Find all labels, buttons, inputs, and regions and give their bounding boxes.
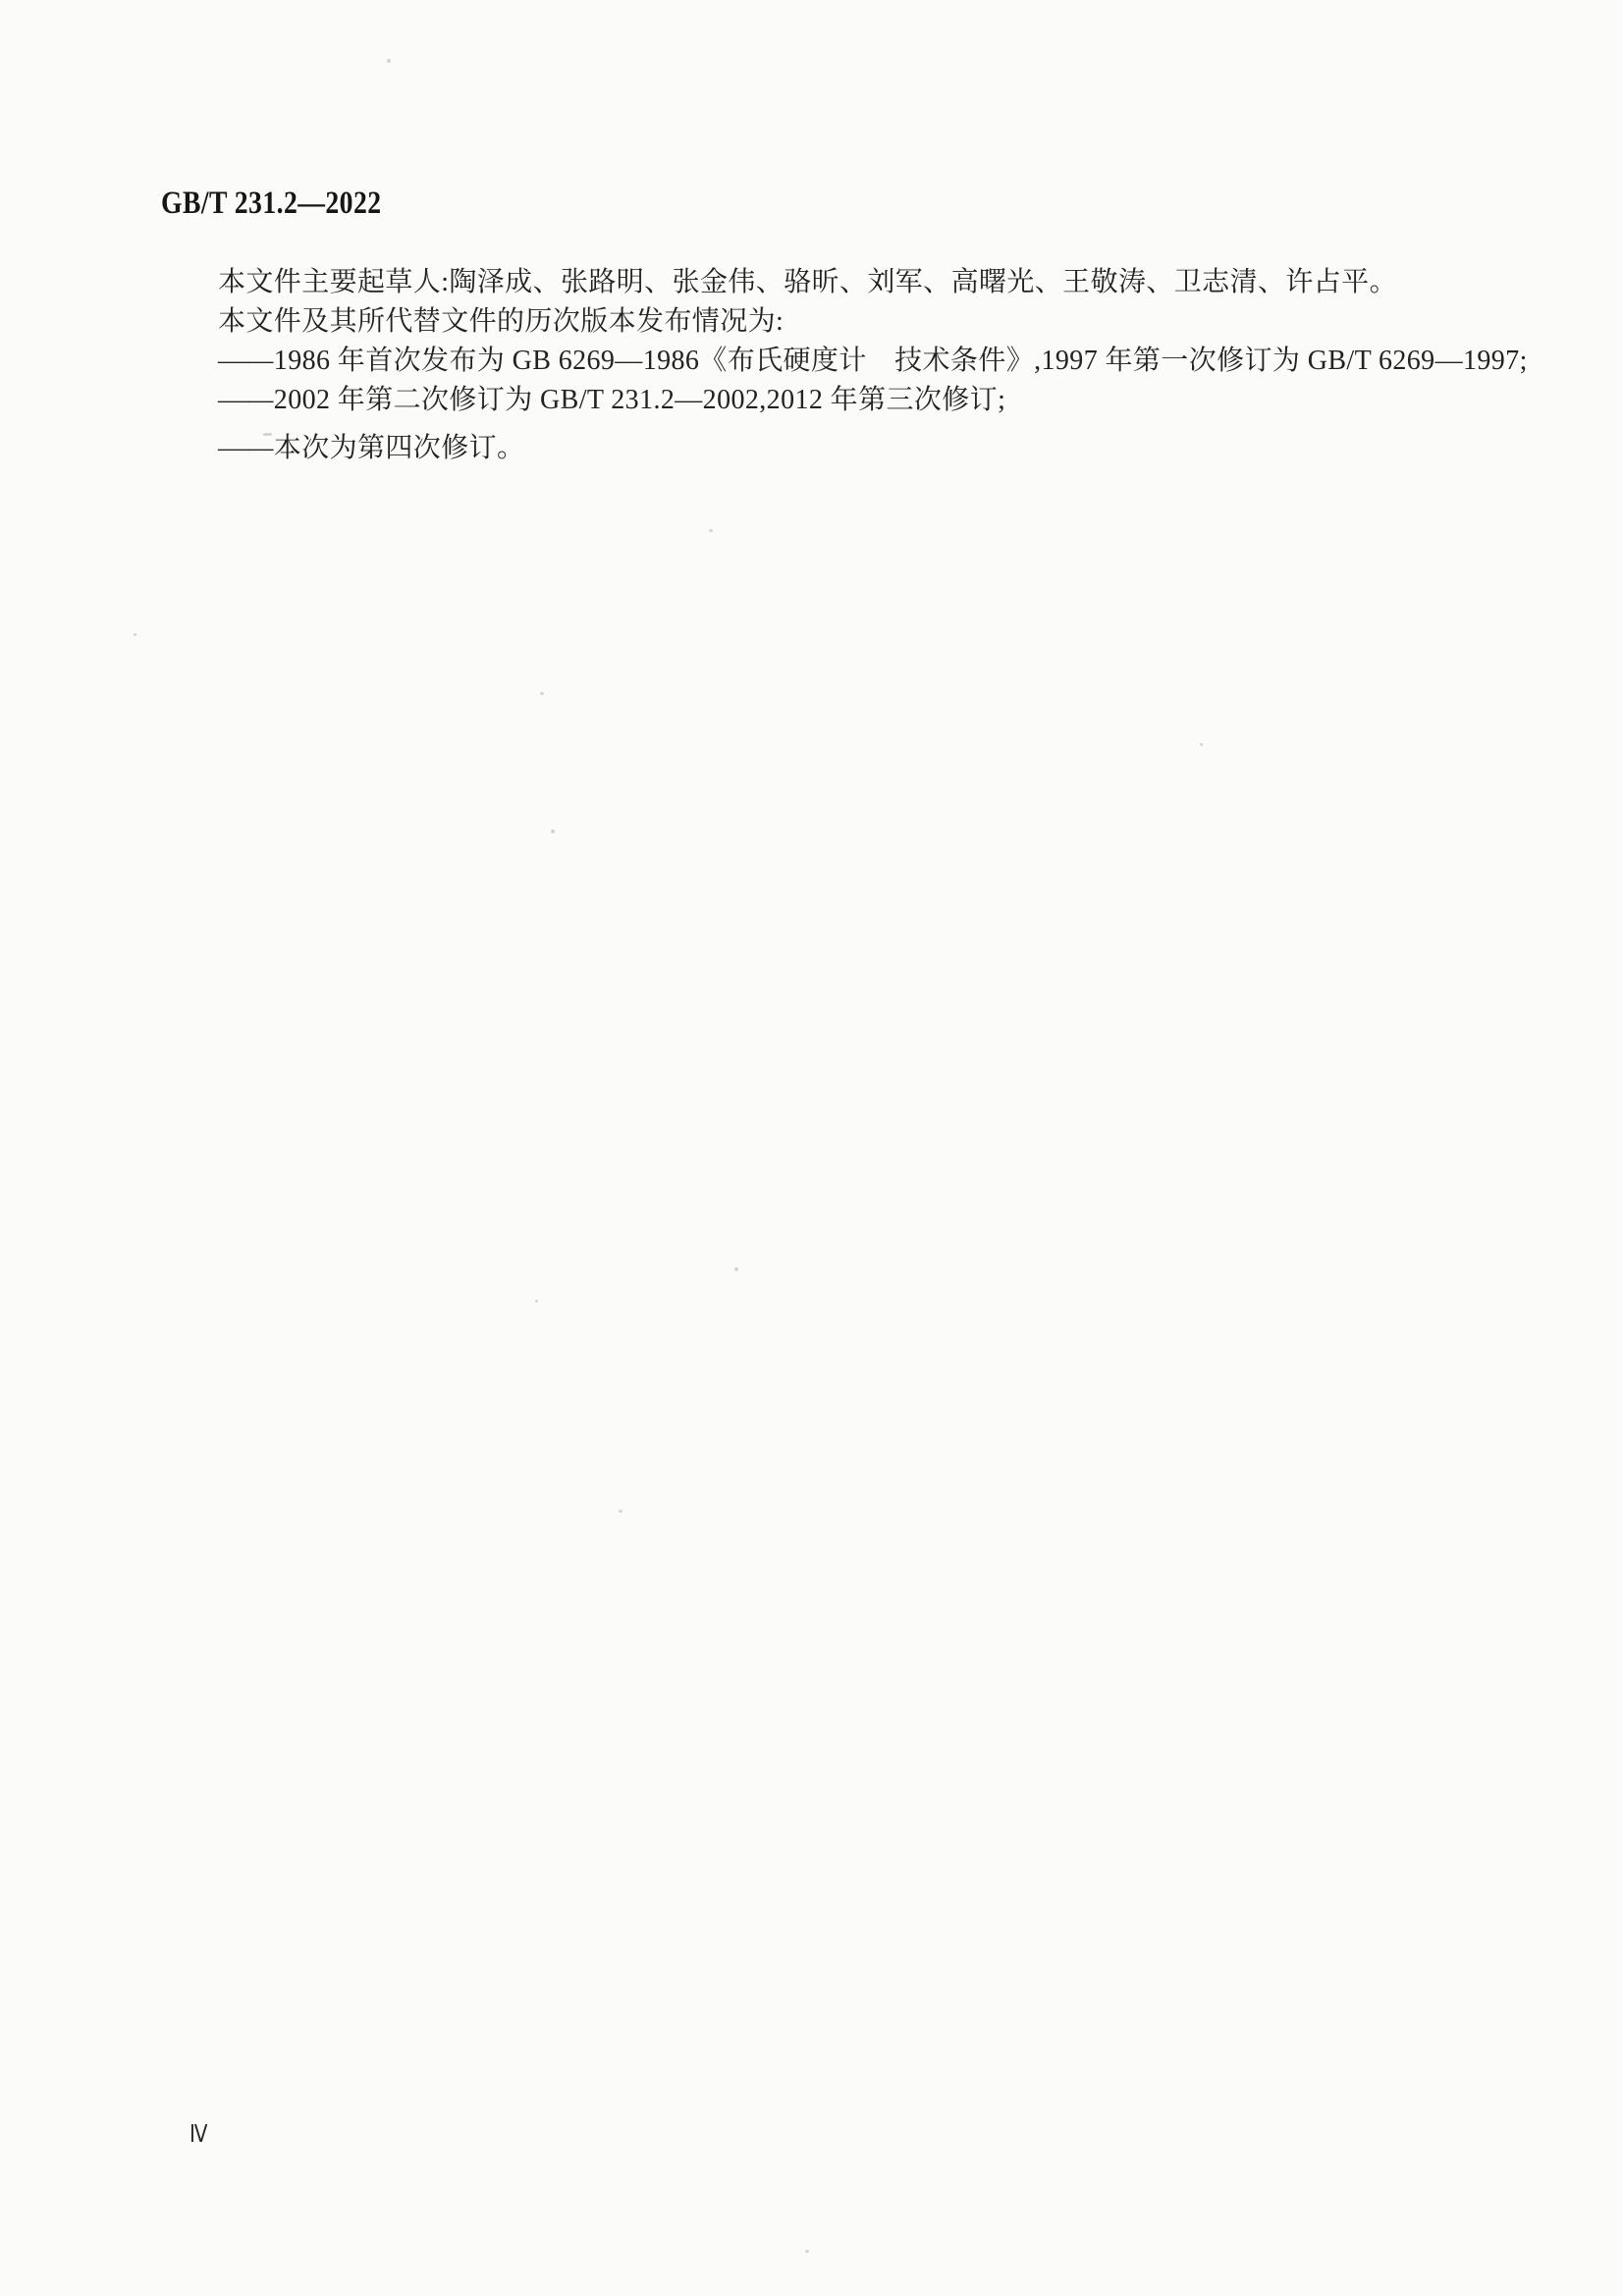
standard-number-header: GB/T 231.2—2022 [161, 186, 382, 221]
scan-speck [1200, 743, 1203, 746]
scan-speck [535, 1300, 538, 1303]
paragraph-history-intro: 本文件及其所代替文件的历次版本发布情况为: [218, 306, 784, 337]
scan-speck [551, 829, 555, 833]
scan-speck [709, 529, 713, 532]
scan-speck [540, 692, 544, 695]
scan-speck [387, 59, 391, 63]
scan-speck [805, 2250, 809, 2253]
scan-speck [619, 1510, 622, 1513]
page-number: Ⅳ [189, 2119, 208, 2148]
document-body [162, 263, 1528, 468]
scan-speck [563, 405, 566, 408]
scan-speck [134, 633, 136, 636]
revision-item-2002: ——2002 年第二次修订为 GB/T 231.2—2002,2012 年第三次修订; [218, 385, 1006, 415]
scan-speck [734, 1267, 738, 1271]
scan-speck [263, 433, 272, 436]
revision-item-current: ——本次为第四次修订。 [218, 433, 525, 463]
paragraph-drafters: 本文件主要起草人:陶泽成、张路明、张金伟、骆昕、刘军、高曙光、王敬涛、卫志清、许占平。 [218, 267, 1397, 297]
revision-item-1986: ——1986 年首次发布为 GB 6269—1986《布氏硬度计 技术条件》,1997 年第一次修订为 GB/T 6269—1997; [218, 346, 1528, 376]
